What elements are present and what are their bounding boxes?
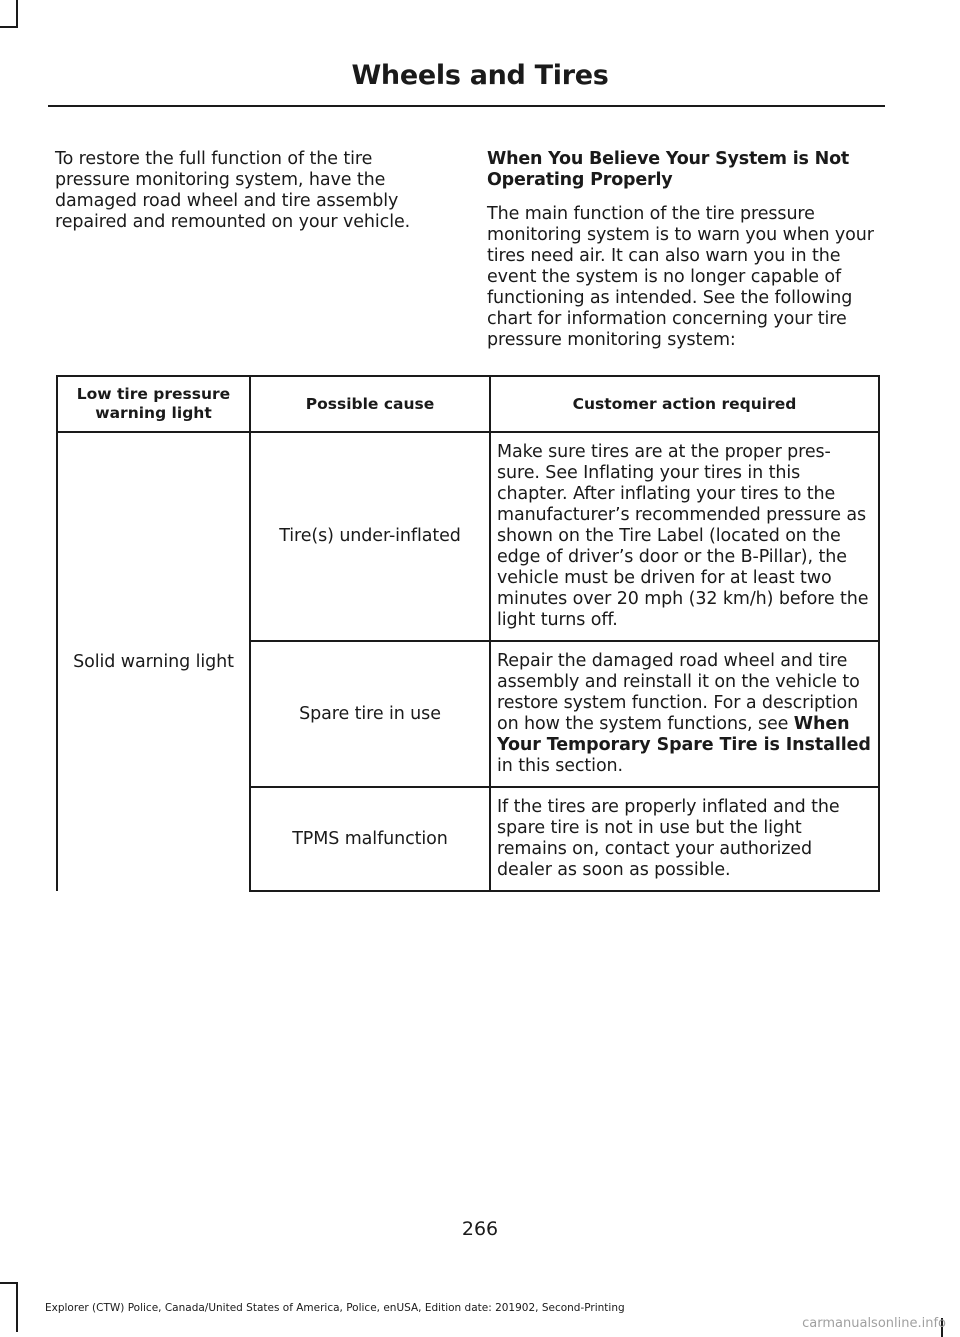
table-header-row	[57, 376, 879, 432]
tpms-table	[56, 375, 880, 892]
cross-reference-link: When Your Temporary Spare Tire is Installed	[497, 714, 871, 755]
right-column	[487, 149, 883, 351]
cause-cell: TPMS malfunction	[250, 787, 490, 891]
edition-footer: Explorer (CTW) Police, Canada/United States of America, Police, enUSA, Edition date: 201902, Second-Printing	[45, 1302, 625, 1314]
action-cell	[490, 641, 879, 787]
cause-cell: Spare tire in use	[250, 641, 490, 787]
crop-mark-top-left-v	[16, 0, 18, 28]
crop-mark-left-v	[16, 1282, 18, 1332]
header-customer-action: Customer action required	[490, 376, 879, 432]
page-title: Wheels and Tires	[351, 60, 609, 91]
section-heading: When You Believe Your System is Not Operating Properly	[487, 149, 850, 190]
action-cell: If the tires are properly inflated and the spare tire is not in use but the light remains on, contact your authorized dealer as soon as possible.	[490, 787, 879, 891]
header-warning-light: Low tire pressure warning light	[57, 376, 250, 432]
title-rule	[48, 105, 885, 107]
header-possible-cause: Possible cause	[250, 376, 490, 432]
crop-mark-left-mid	[0, 1282, 18, 1284]
left-paragraph: To restore the full function of the tire pressure monitoring system, have the damaged road wheel and tire assembly repaired and remounted on your vehicle.	[55, 149, 411, 232]
page-number: 266	[461, 1218, 499, 1240]
watermark: carmanualsonline.info	[802, 1316, 946, 1331]
right-paragraph: The main function of the tire pressure monitoring system is to warn you when your tires need air. It can also warn you in the event the system is no longer capable of functioning as intended. See the following chart for information concerning your tire pressure monitoring system:	[487, 204, 874, 350]
action-text: Repair the damaged road wheel and tire assembly and reinstall it on the vehicle to restore system function. For a description on how the system functions, see	[497, 651, 860, 734]
cause-cell: Tire(s) under-inflated	[250, 432, 490, 641]
action-cell: Make sure tires are at the proper pres-sure. See Inflating your tires in this chapter. After inflating your tires to the manufacturer’s recommended pressure as shown on the Tire Label (located on the edge of driver’s door or the B-Pillar), the vehicle must be driven for at least two minutes over 20 mph (32 km/h) before the light turns off.	[490, 432, 879, 641]
left-column	[55, 149, 445, 233]
table-row	[57, 432, 879, 641]
warning-light-cell: Solid warning light	[57, 432, 250, 891]
crop-mark-top-left-h	[0, 26, 18, 28]
action-text: in this section.	[497, 756, 624, 776]
